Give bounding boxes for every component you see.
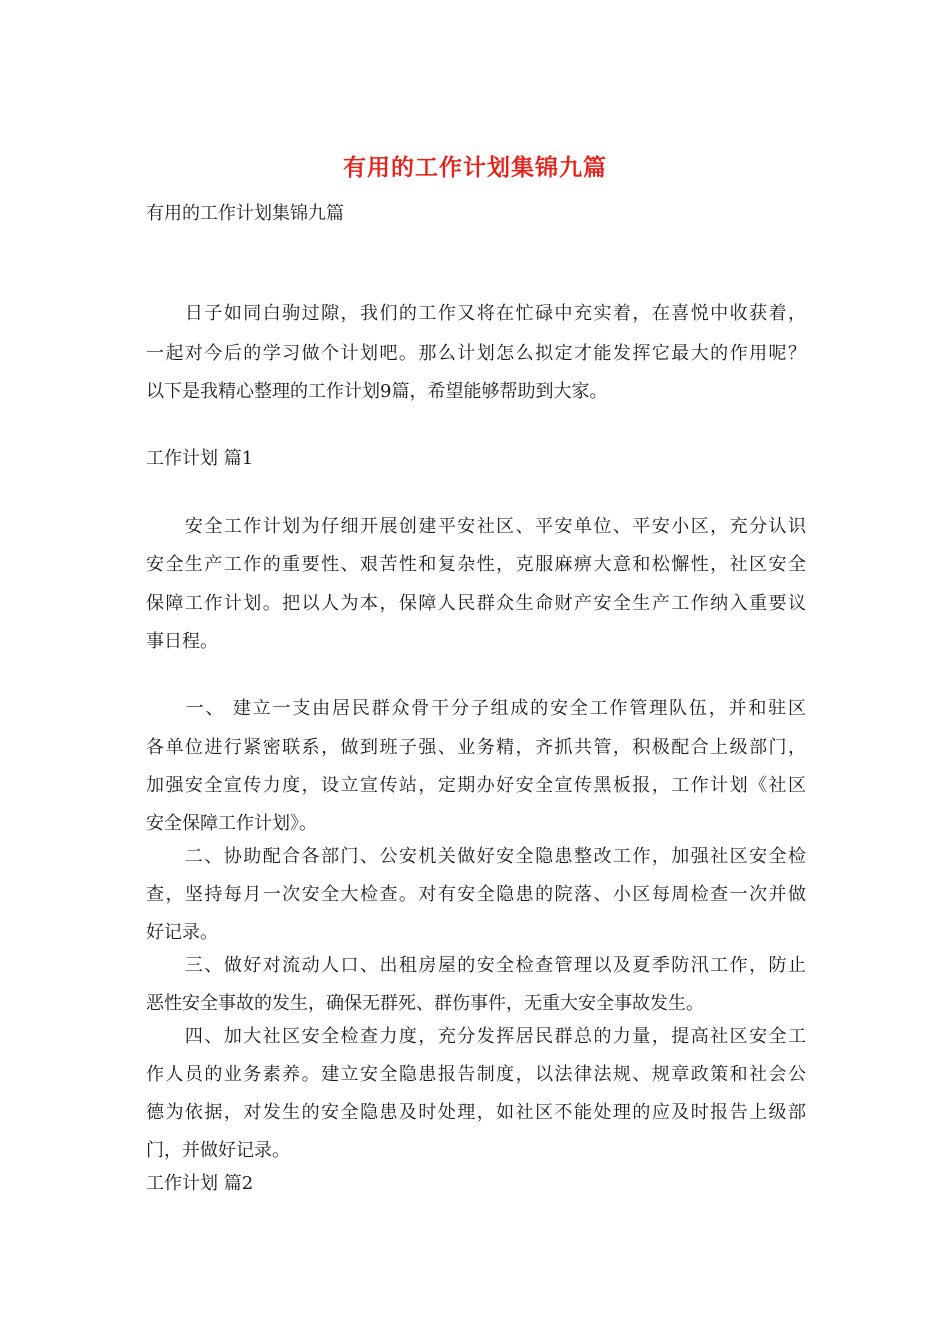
item-1-line: 各单位进行紧密联系，做到班子强、业务精，齐抓共管，积极配合上级部门， [146, 737, 806, 758]
item-4-line: 作人员的业务素养。建立安全隐患报告制度，以法律法规、规章政策和社会公 [146, 1064, 806, 1085]
intro-line: 日子如同白驹过隙，我们的工作又将在忙碌中充实着，在喜悦中收获着， [146, 303, 806, 324]
item-2-line: 查，坚持每月一次安全大检查。对有安全隐患的院落、小区每周检查一次并做 [146, 884, 806, 905]
document-subtitle: 有用的工作计划集锦九篇 [146, 203, 344, 224]
section1-paragraph-line: 保障工作计划。把以人为本，保障人民群众生命财产安全生产工作纳入重要议 [146, 593, 806, 614]
item-3-line: 三、做好对流动人口、出租房屋的安全检查管理以及夏季防汛工作，防止 [146, 955, 806, 976]
item-1-line: 安全保障工作计划》。 [146, 813, 317, 834]
document-title: 有用的工作计划集锦九篇 [343, 154, 607, 181]
section1-paragraph-line: 事日程。 [146, 631, 218, 652]
item-4-line: 四、加大社区安全检查力度，充分发挥居民群总的力量，提高社区安全工 [146, 1026, 806, 1047]
item-2-line: 好记录。 [146, 922, 218, 943]
intro-line: 一起对今后的学习做个计划吧。那么计划怎么拟定才能发挥它最大的作用呢？ [146, 343, 806, 364]
item-4-line: 门，并做好记录。 [146, 1140, 290, 1161]
item-1-line: 一、 建立一支由居民群众骨干分子组成的安全工作管理队伍，并和驻区 [146, 698, 806, 719]
intro-line: 以下是我精心整理的工作计划9篇，希望能够帮助到大家。 [146, 381, 608, 402]
item-2-line: 二、协助配合各部门、公安机关做好安全隐患整改工作，加强社区安全检 [146, 846, 806, 867]
item-4-line: 德为依据，对发生的安全隐患及时处理，如社区不能处理的应及时报告上级部 [146, 1102, 806, 1123]
section1-paragraph-line: 安全工作计划为仔细开展创建平安社区、平安单位、平安小区，充分认识 [146, 516, 806, 537]
section-heading-2: 工作计划 篇2 [146, 1173, 254, 1194]
section1-paragraph-line: 安全生产工作的重要性、艰苦性和复杂性，克服麻痹大意和松懈性，社区安全 [146, 554, 806, 575]
item-3-line: 恶性安全事故的发生，确保无群死、群伤事件，无重大安全事故发生。 [146, 993, 704, 1014]
section-heading-1: 工作计划 篇1 [146, 448, 254, 469]
item-1-line: 加强安全宣传力度，设立宣传站，定期办好安全宣传黑板报，工作计划《社区 [146, 775, 806, 796]
